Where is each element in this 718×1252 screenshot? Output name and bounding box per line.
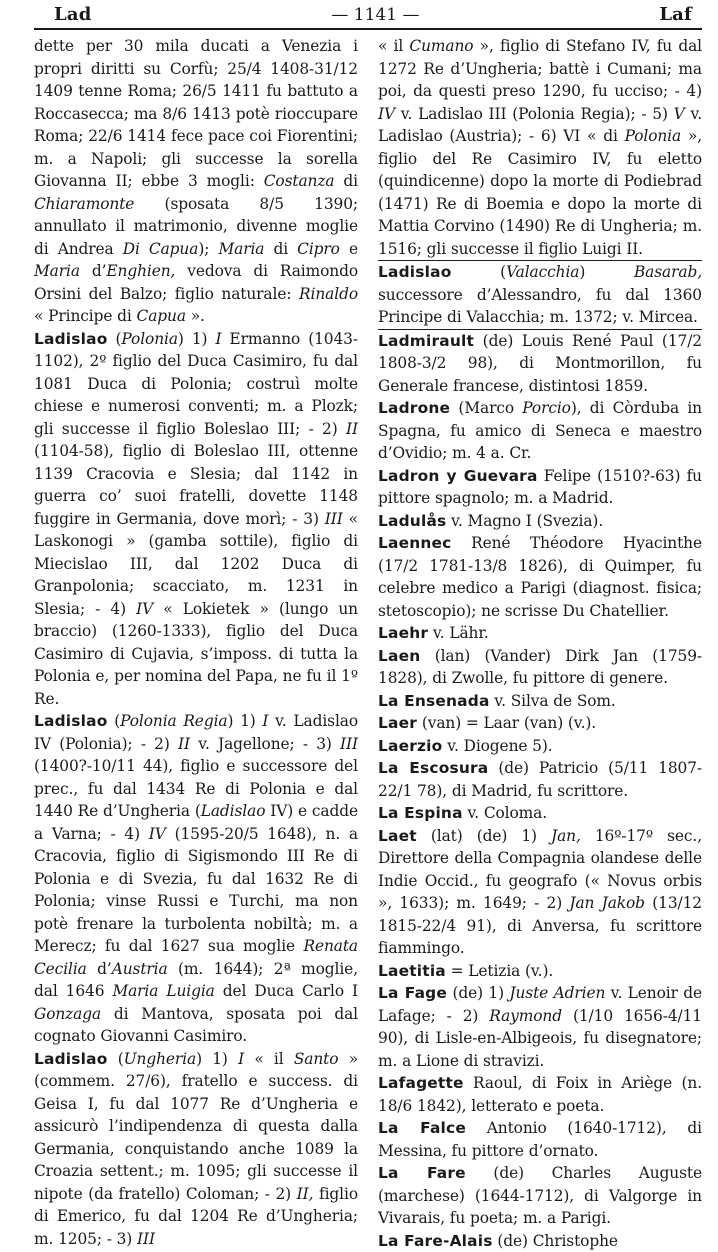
dictionary-entry xyxy=(378,1162,702,1230)
entry-headword: Ladmirault xyxy=(378,332,474,350)
dictionary-entry xyxy=(378,982,702,1072)
entry-text: (lat) (de) 1) xyxy=(417,827,551,845)
entry-text: v. Lenoir de Lafage; - 2) xyxy=(378,984,702,1025)
entry-text: (13/12 1815-22/4 91), di Anversa, fu scrittore fiammingo. xyxy=(378,894,702,957)
entry-text: v. Coloma. xyxy=(463,804,547,822)
entry-text: ( xyxy=(107,712,120,730)
italic-text: IV xyxy=(136,600,153,618)
dictionary-entry xyxy=(378,645,702,690)
entry-text: ( xyxy=(107,330,121,348)
entry-text: Ermanno (1043-1102), 2º figlio del Duca Casimiro, fu dal 1081 Duca di Polonia; costruì molte chiese e numerosi conventi; m. a Plozk; gli successe il figlio Boleslao III; - 2) xyxy=(34,330,358,438)
italic-text: Enghien, xyxy=(106,262,175,280)
entry-text: ( xyxy=(451,263,506,281)
entry-text: v. Silva de Som. xyxy=(490,692,616,710)
italic-text: Juste Adrien xyxy=(509,984,605,1002)
entry-headword: Laehr xyxy=(378,624,428,642)
italic-text: Polonia xyxy=(121,330,178,348)
entry-headword: Ladislao xyxy=(34,712,107,730)
entry-headword: Ladislao xyxy=(34,1050,107,1068)
entry-headword: Ladislao xyxy=(34,330,107,348)
dictionary-entry xyxy=(378,330,702,398)
entry-text: Raoul, di Foix in Ariège (n. 18/6 1842), letterato e poeta. xyxy=(378,1074,702,1115)
italic-text: Costanza xyxy=(264,172,335,190)
entry-text: (m. 1644); 2ª moglie, dal 1646 xyxy=(34,960,358,1001)
dictionary-entry xyxy=(378,712,702,735)
italic-text: Polonia xyxy=(625,127,682,145)
entry-headword: La Escosura xyxy=(378,759,488,777)
dictionary-entry xyxy=(378,1072,702,1117)
entry-text: (van) = Laar (van) (v.). xyxy=(417,714,596,732)
entry-text: (1595-20/5 1648), n. a Cracovia, figlio di Sigismondo III Re di Polonia e di Svezia, fu dal 1632 Re di Polonia; vinse Russi e Turchi, ma non potè frenare la turbolenta nobiltà; m. a Merecz; fu dal 1627 sua moglie xyxy=(34,825,358,956)
entry-text: ( xyxy=(107,1050,123,1068)
entry-text: vedova di Raimondo Orsini del Balzo; figlio naturale: xyxy=(34,262,358,303)
left-column xyxy=(34,35,358,1252)
entry-text: figlio di Emerico, fu dal 1204 Re d’Ungheria; m. 1205; - 3) xyxy=(34,1185,358,1248)
italic-text: Di Capua xyxy=(123,240,199,258)
dictionary-entry xyxy=(378,510,702,533)
entry-text: = Letizia (v.). xyxy=(446,962,553,980)
dictionary-entry xyxy=(34,328,358,711)
entry-text: (1400?-10/11 44), figlio e successore del prec., fu dal 1434 Re di Polonia e dal 1440 Re d’Ungheria ( xyxy=(34,757,358,820)
entry-headword: Laetitia xyxy=(378,962,446,980)
italic-text: Austria xyxy=(112,960,168,978)
entry-headword: Laen xyxy=(378,647,420,665)
italic-text: Chiaramonte xyxy=(34,195,134,213)
entry-text: » (commem. 27/6), fratello e success. di Geisa I, fu dal 1077 Re d’Ungheria e assicurò l’indipendenza di questa dalla Germania, conquistando anche 1089 la Croazia settent.; m. 1095; gli successe il nipote (da fratello) Coloman; - 2) xyxy=(34,1050,358,1203)
entry-text: (Marco xyxy=(450,399,522,417)
dictionary-entry xyxy=(378,532,702,622)
entry-headword: Ladislao xyxy=(378,263,451,281)
entry-text: ) xyxy=(579,263,634,281)
right-column xyxy=(378,35,702,1252)
entry-text: dette per 30 mila ducati a Venezia i propri diritti su Corfù; 25/4 1408-31/12 1409 tenne Roma; 26/5 1411 fu battuto a Roccasecca; ma 8/6 1413 potè rioccupare Roma; 22/6 1414 fece pace coi Fiorentini; m. a Napoli; gli successe la sorella Giovanna II; ebbe 3 mogli: xyxy=(34,37,358,190)
italic-text: Raymond xyxy=(489,1007,562,1025)
entry-text: « Lokietek » (lungo un braccio) (1260-1333), figlio del Duca Casimiro di Cujavia, s’imposs. di tutta la Polonia e, per nomina del Papa, ne fu il 1º Re. xyxy=(34,600,358,708)
entry-text: (1104-58), figlio di Boleslao III, ottenne 1139 Cracovia e Slesia; dal 1142 in guerra co’ suoi fratelli, dovette 1148 fuggire in Germania, dove morì; - 3) xyxy=(34,442,358,528)
italic-text: IV xyxy=(149,825,166,843)
italic-text: I xyxy=(215,330,221,348)
entry-text: e xyxy=(340,240,358,258)
entry-text: « Laskonogi » (gamba sottile), figlio di Miecislao III, dal 1202 Duca di Granpolonia; scacciato, m. 1231 in Slesia; - 4) xyxy=(34,510,358,618)
entry-headword: La Fage xyxy=(378,984,447,1002)
entry-text: ) 1) xyxy=(227,712,262,730)
entry-headword: La Espina xyxy=(378,804,463,822)
italic-text: I xyxy=(262,712,268,730)
entry-headword: Lafagette xyxy=(378,1074,464,1092)
entry-text: v. Ladislao (Austria); - 6) VI « di xyxy=(378,105,702,146)
entry-text: ) 1) xyxy=(178,330,216,348)
italic-text: Valacchia xyxy=(506,263,579,281)
italic-text: Polonia Regia xyxy=(120,712,227,730)
entry-text: IV) e cadde a Varna; - 4) xyxy=(34,802,358,843)
italic-text: Santo xyxy=(294,1050,339,1068)
dictionary-entry xyxy=(378,261,702,330)
entry-headword: Laerzio xyxy=(378,737,442,755)
entry-text: d’ xyxy=(80,262,106,280)
entry-text: « il xyxy=(244,1050,294,1068)
italic-text: III xyxy=(137,1230,155,1248)
dictionary-entry xyxy=(378,735,702,758)
italic-text: Ungheria xyxy=(124,1050,196,1068)
entry-text: 16º-17º sec., Direttore della Compagnia olandese delle Indie Occid., fu geografo (« Novus orbis », 1633); m. 1649; - 2) xyxy=(378,827,702,913)
entry-text: (de) Patricio (5/11 1807-22/1 78), di Madrid, fu scrittore. xyxy=(378,759,702,800)
header-right-guideword: Laf xyxy=(659,4,692,25)
entry-text: Felipe (1510?-63) fu pittore spagnolo; m. a Madrid. xyxy=(378,467,702,508)
entry-text: ) 1) xyxy=(196,1050,238,1068)
entry-headword: Ladron y Guevara xyxy=(378,467,538,485)
entry-text: v. Magno I (Svezia). xyxy=(446,512,603,530)
entry-text: di Mantova, sposata poi dal cognato Giovanni Casimiro. xyxy=(34,1005,358,1046)
entry-text: v. Ladislao IV (Polonia); - 2) xyxy=(34,712,358,753)
entry-text: Antonio (1640-1712), di Messina, fu pittore d’ornato. xyxy=(378,1119,702,1160)
entry-headword: La Falce xyxy=(378,1119,466,1137)
italic-text: Capua xyxy=(137,307,186,325)
entry-headword: Laennec xyxy=(378,534,452,552)
entry-headword: Laet xyxy=(378,827,417,845)
entry-text: », figlio di Stefano IV, fu dal 1272 Re d’Ungheria; battè i Cumani; ma poi, da questi preso 1290, fu ucciso; - 4) xyxy=(378,37,702,100)
italic-text: II xyxy=(178,735,190,753)
dictionary-entry xyxy=(378,757,702,802)
entry-headword: La Fare xyxy=(378,1164,466,1182)
entry-headword: La Ensenada xyxy=(378,692,490,710)
entry-text: ); xyxy=(198,240,218,258)
italic-text: II, xyxy=(297,1185,314,1203)
entry-text: « il xyxy=(378,37,409,55)
italic-text: Porcio xyxy=(522,399,571,417)
entry-text: ), di Còrduba in Spagna, fu amico di Seneca e maestro d’Ovidio; m. 4 a. Cr. xyxy=(378,399,702,462)
entry-text: di xyxy=(264,240,297,258)
italic-text: Jan, xyxy=(551,827,581,845)
dictionary-entry xyxy=(34,1048,358,1251)
page-number: — 1141 — xyxy=(331,5,419,25)
italic-text: Maria Luigia xyxy=(112,982,214,1000)
italic-text: IV xyxy=(378,105,395,123)
italic-text: Jan Jakob xyxy=(569,894,645,912)
entry-text: (de) Louis René Paul (17/2 1808-3/2 98), di Montmorillon, fu Generale francese, distintosi 1859. xyxy=(378,332,702,395)
dictionary-entry xyxy=(378,960,702,983)
italic-text: Maria xyxy=(218,240,264,258)
entry-text: (de) Charles Auguste (marchese) (1644-1712), di Valgorge in Vivarais, fu poeta; m. a Parigi. xyxy=(378,1164,702,1227)
dictionary-entry xyxy=(378,622,702,645)
italic-text: II xyxy=(346,420,358,438)
dictionary-entry xyxy=(378,690,702,713)
italic-text: Basarab, xyxy=(634,263,702,281)
entry-headword: Laer xyxy=(378,714,417,732)
entry-text: (de) Christophe xyxy=(493,1232,618,1250)
entry-text: v. Jagellone; - 3) xyxy=(190,735,340,753)
dictionary-entry xyxy=(34,35,358,328)
italic-text: III xyxy=(340,735,358,753)
dictionary-entry xyxy=(378,465,702,510)
italic-text: Maria xyxy=(34,262,80,280)
dictionary-entry xyxy=(378,1230,702,1252)
italic-text: Gonzaga xyxy=(34,1005,101,1023)
entry-text: di xyxy=(334,172,358,190)
dictionary-entry xyxy=(378,397,702,465)
dictionary-entry xyxy=(378,1117,702,1162)
italic-text: I xyxy=(238,1050,244,1068)
entry-text: v. Lähr. xyxy=(428,624,489,642)
entry-headword: Ladulås xyxy=(378,512,446,530)
entry-text: v. Diogene 5). xyxy=(442,737,552,755)
entry-text: d’ xyxy=(87,960,112,978)
italic-text: Ladislao xyxy=(201,802,266,820)
dictionary-entry xyxy=(378,35,702,261)
header-left-guideword: Lad xyxy=(54,4,92,25)
italic-text: Rinaldo xyxy=(299,285,358,303)
page-header xyxy=(34,4,702,30)
dictionary-entry xyxy=(34,710,358,1048)
entry-text: (de) 1) xyxy=(447,984,509,1002)
entry-text: « Principe di xyxy=(34,307,137,325)
italic-text: Cipro xyxy=(297,240,340,258)
italic-text: III xyxy=(325,510,343,528)
entry-text: ». xyxy=(186,307,205,325)
entry-headword: Ladrone xyxy=(378,399,450,417)
entry-text: (lan) (Vander) Dirk Jan (1759-1828), di Zwolle, fu pittore di genere. xyxy=(378,647,702,688)
entry-text: (1/10 1656-4/11 90), di Lisle-en-Albigeois, fu disegnatore; m. a Lione di stravizi. xyxy=(378,1007,702,1070)
text-columns xyxy=(34,35,702,1252)
entry-text: », figlio del Re Casimiro IV, fu eletto (quindicenne) dopo la morte di Podiebrad (1471) Re di Boemia e dopo la morte di Mattia Corvino (1490) Re di Ungheria; m. 1516; gli successe il figlio Luigi II. xyxy=(378,127,702,258)
italic-text: Renata Cecilia xyxy=(34,937,358,978)
entry-text: successore d’Alessandro, fu dal 1360 Principe di Valacchia; m. 1372; v. Mircea. xyxy=(378,286,702,327)
dictionary-entry xyxy=(378,802,702,825)
entry-text: (sposata 8/5 1390; annullato il matrimonio, divenne moglie di Andrea xyxy=(34,195,358,258)
entry-text: del Duca Carlo I xyxy=(215,982,358,1000)
italic-text: V xyxy=(674,105,685,123)
entry-text: v. Ladislao III (Polonia Regia); - 5) xyxy=(395,105,674,123)
dictionary-entry xyxy=(378,825,702,960)
entry-headword: La Fare-Alais xyxy=(378,1232,493,1250)
italic-text: Cumano xyxy=(409,37,473,55)
entry-text: René Théodore Hyacinthe (17/2 1781-13/8 1826), di Quimper, fu celebre medico a Parigi (diagnost. fisica; stetoscopio); ne scrisse Du Chatellier. xyxy=(378,534,702,620)
